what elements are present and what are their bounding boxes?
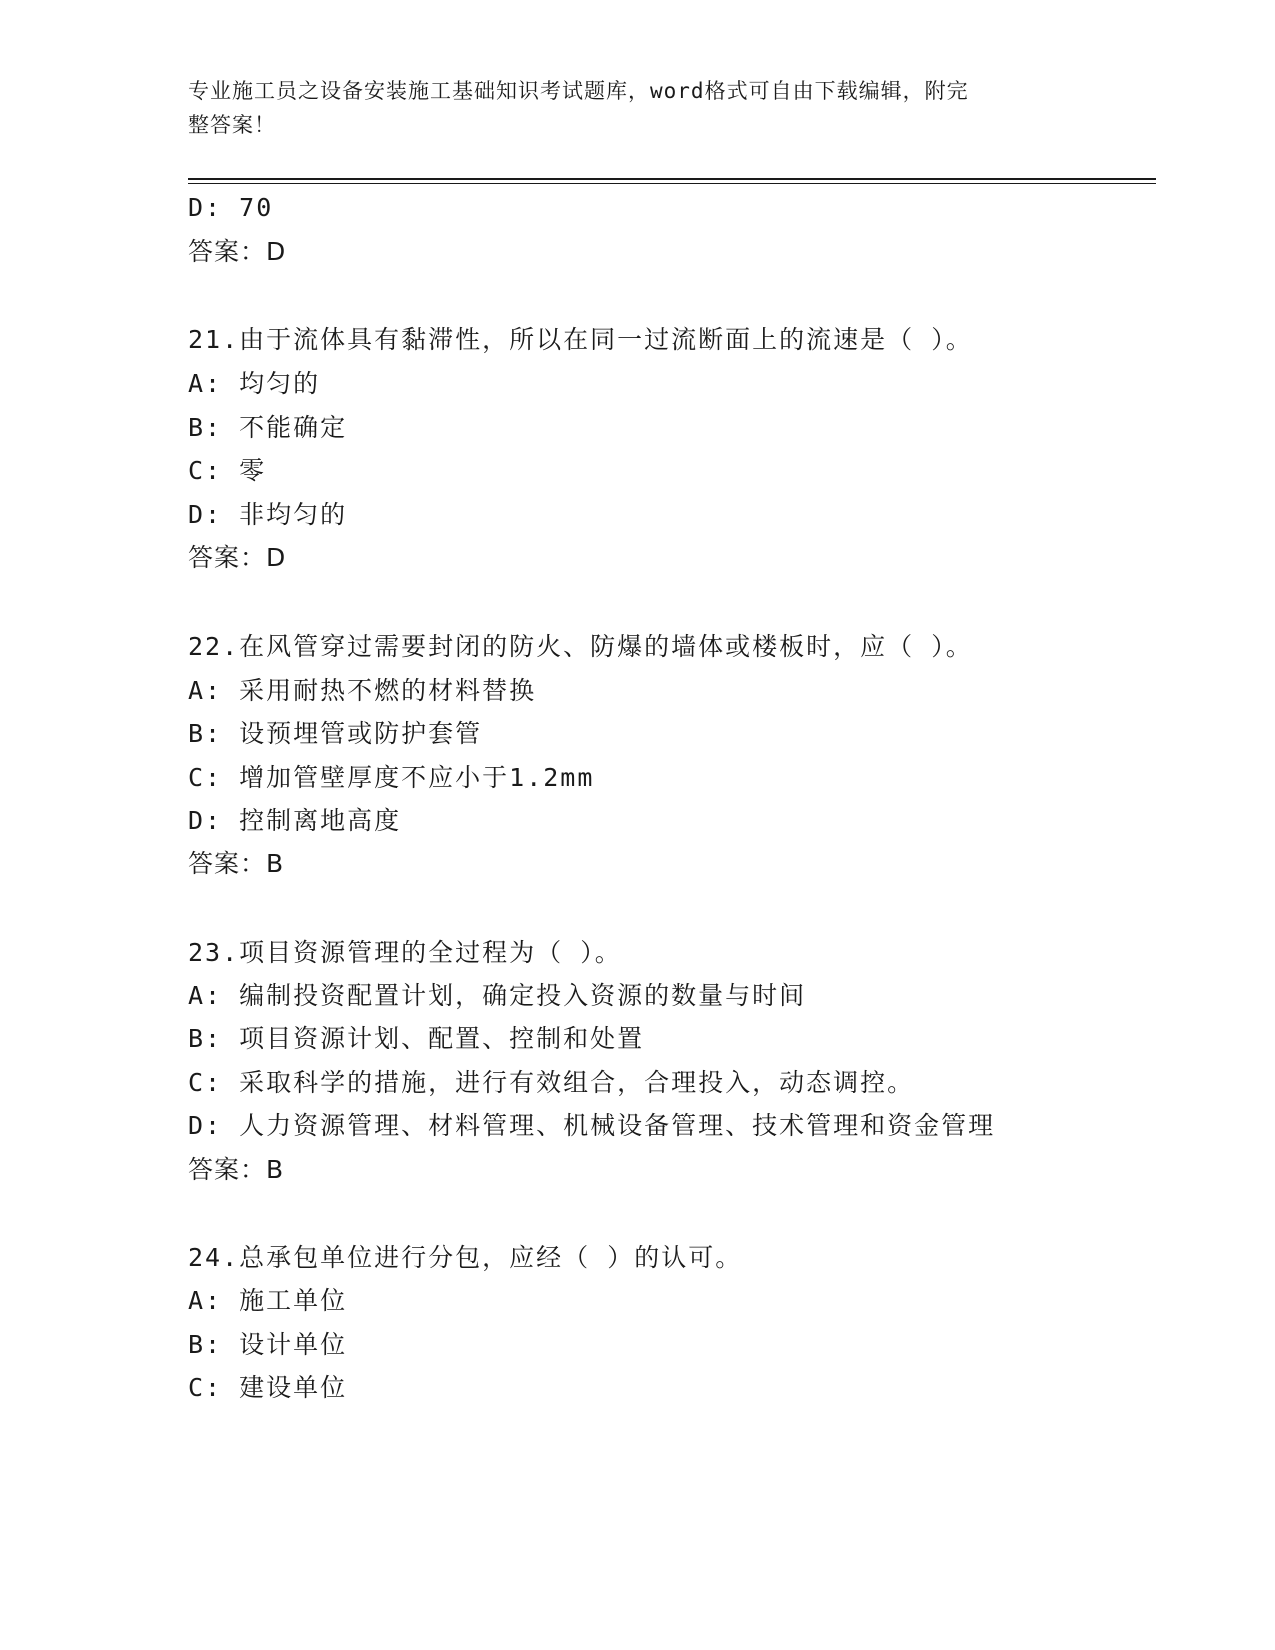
question-21-option-b: B: 不能确定 (188, 413, 348, 442)
header-divider-thin (188, 183, 1156, 184)
question-23-stem: 23.项目资源管理的全过程为（ ）。 (188, 938, 622, 967)
question-21-option-d: D: 非均匀的 (188, 500, 348, 529)
question-22-option-a: A: 采用耐热不燃的材料替换 (188, 676, 537, 705)
header-divider-thick (188, 178, 1156, 180)
question-22-option-d: D: 控制离地高度 (188, 806, 402, 835)
document-header (188, 74, 1088, 142)
question-23-answer: 答案：B (188, 1155, 285, 1184)
question-22-stem: 22.在风管穿过需要封闭的防火、防爆的墙体或楼板时，应（ ）。 (188, 632, 973, 661)
question-23-option-c: C: 采取科学的措施，进行有效组合，合理投入，动态调控。 (188, 1068, 915, 1097)
header-line-2: 整答案！ (188, 113, 276, 137)
question-22-answer: 答案：B (188, 849, 285, 878)
question-24-option-b: B: 设计单位 (188, 1330, 348, 1359)
header-line-1: 专业施工员之设备安装施工基础知识考试题库，word格式可自由下载编辑，附完 (188, 79, 969, 103)
question-23-option-d: D: 人力资源管理、材料管理、机械设备管理、技术管理和资金管理 (188, 1111, 996, 1140)
question-24-option-a: A: 施工单位 (188, 1286, 348, 1315)
question-23-option-a: A: 编制投资配置计划，确定投入资源的数量与时间 (188, 981, 807, 1010)
question-24-stem: 24.总承包单位进行分包，应经（ ）的认可。 (188, 1243, 743, 1272)
question-21-option-c: C: 零 (188, 456, 267, 485)
question-22-option-b: B: 设预埋管或防护套管 (188, 719, 483, 748)
question-21-answer: 答案：D (188, 543, 287, 572)
question-24-option-c: C: 建设单位 (188, 1373, 348, 1402)
question-21-stem: 21.由于流体具有黏滞性，所以在同一过流断面上的流速是（ ）。 (188, 325, 973, 354)
question-21-option-a: A: 均匀的 (188, 369, 321, 398)
question-22-option-c: C: 增加管壁厚度不应小于1.2mm (188, 763, 595, 792)
prev-answer: 答案：D (188, 237, 287, 266)
prev-option-d: D: 70 (188, 193, 274, 222)
question-23-option-b: B: 项目资源计划、配置、控制和处置 (188, 1024, 645, 1053)
